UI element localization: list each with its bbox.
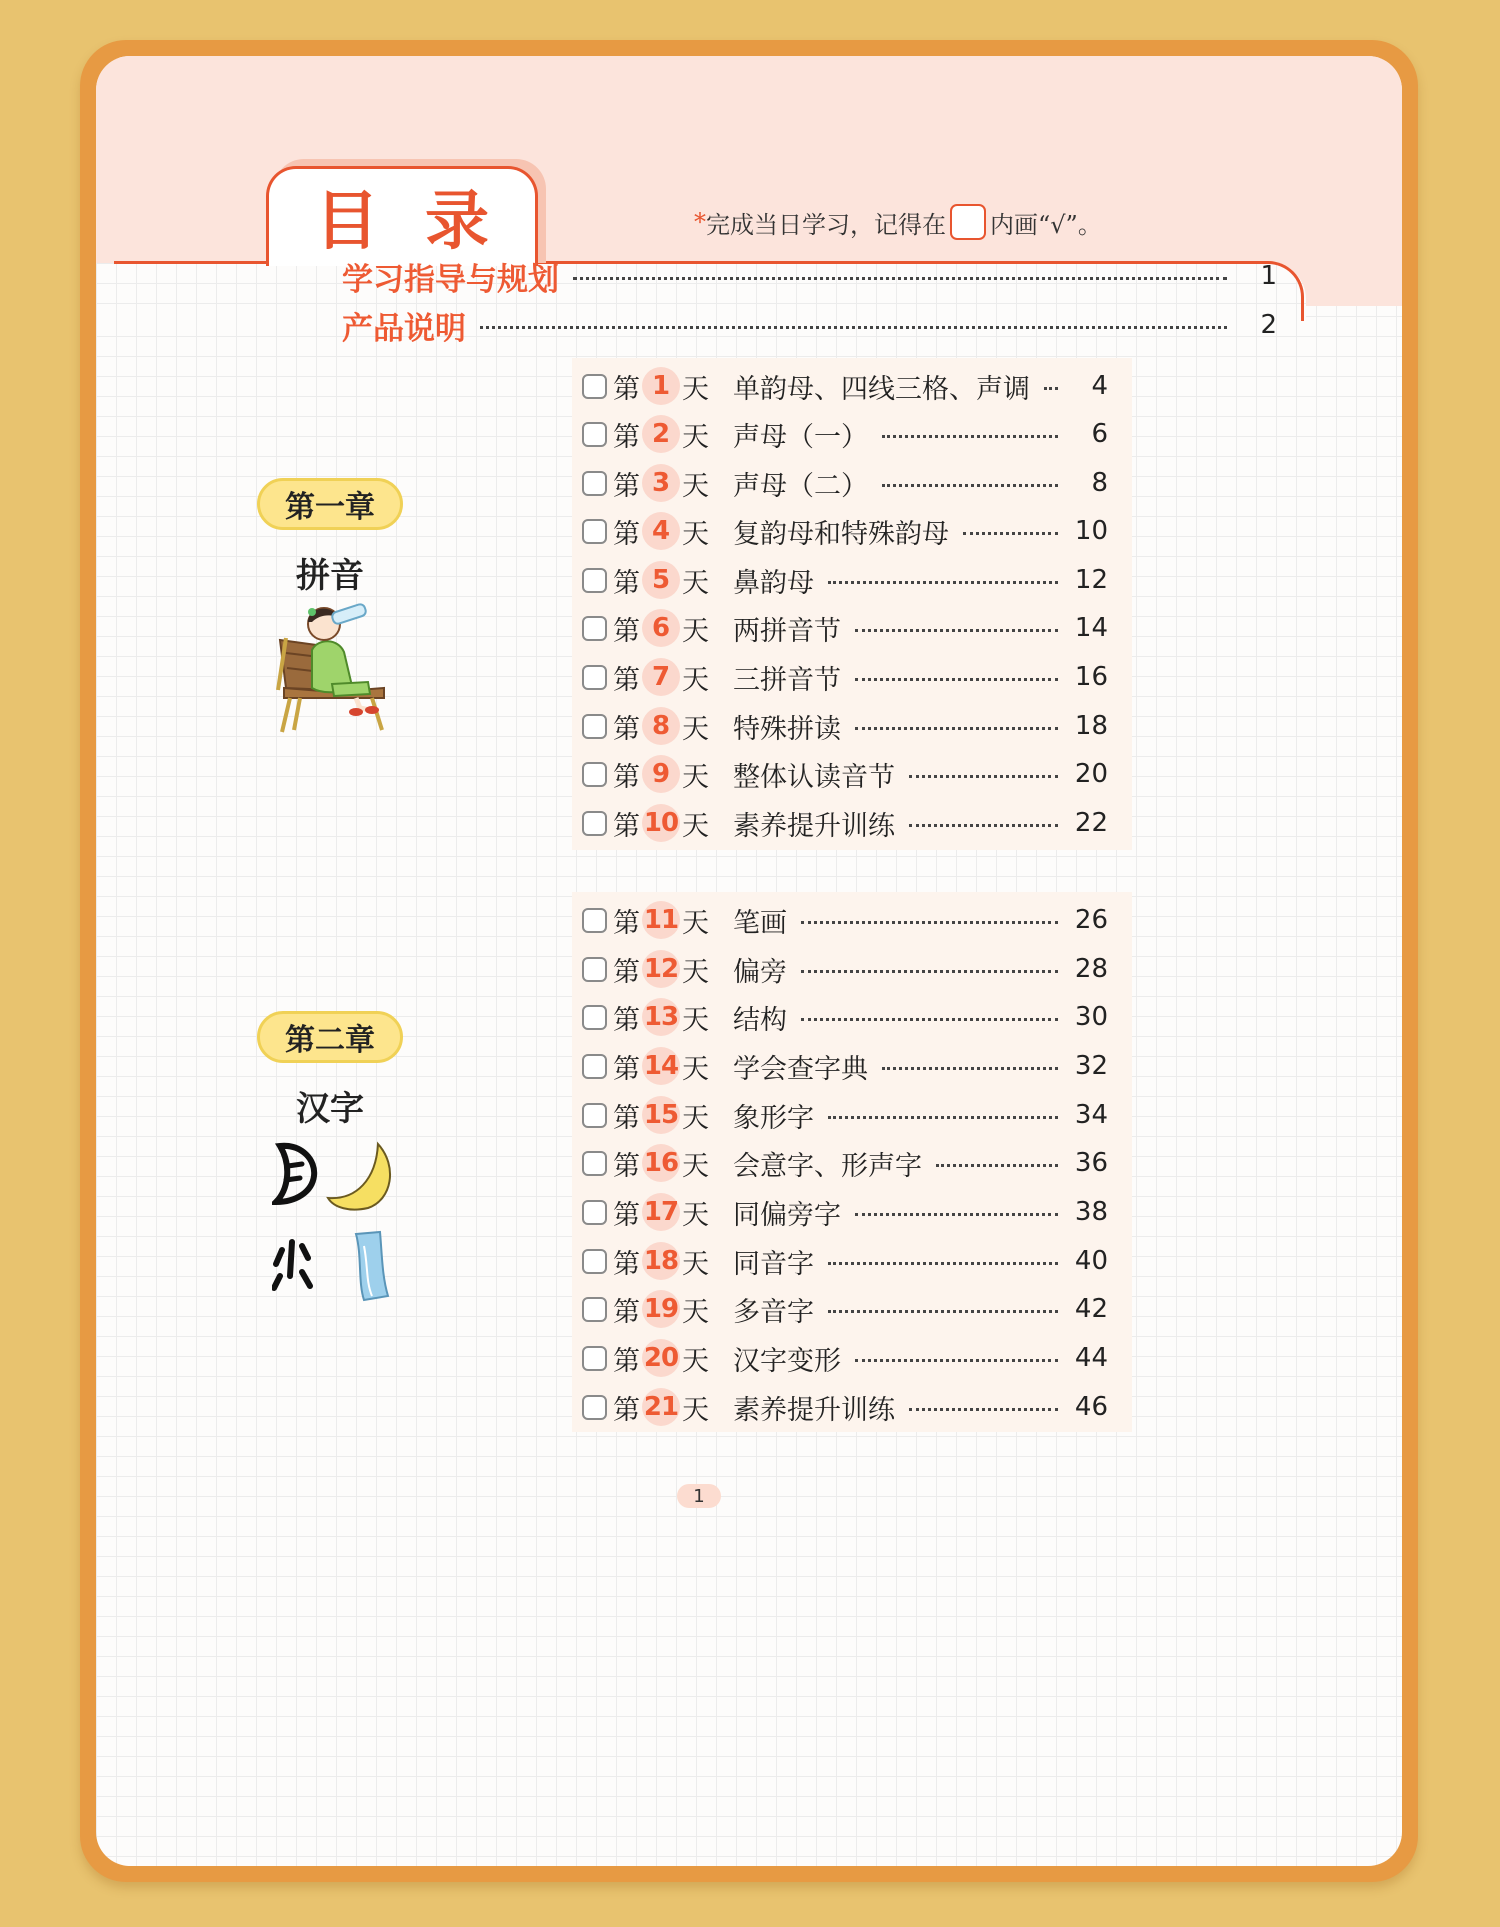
day-suffix: 天 xyxy=(682,907,709,939)
dotted-leader xyxy=(828,581,1058,584)
toc-entry-label: 产品说明 xyxy=(342,310,466,347)
dotted-leader xyxy=(855,629,1058,632)
day-topic[interactable]: 声母（一） xyxy=(733,421,868,453)
day-prefix: 第 xyxy=(613,518,640,550)
day-prefix: 第 xyxy=(613,1248,640,1280)
day-row xyxy=(582,653,1108,701)
day-checkbox[interactable] xyxy=(582,1395,607,1420)
day-page-number: 46 xyxy=(1074,1392,1108,1422)
day-checkbox[interactable] xyxy=(582,374,607,399)
checkbox-sample-icon xyxy=(950,204,986,240)
day-topic[interactable]: 同音字 xyxy=(733,1248,814,1280)
day-number-badge: 8 xyxy=(642,707,680,745)
day-prefix: 第 xyxy=(613,1345,640,1377)
day-number-badge: 6 xyxy=(642,609,680,647)
day-row xyxy=(582,1139,1108,1187)
day-prefix: 第 xyxy=(613,421,640,453)
day-number-badge: 2 xyxy=(642,415,680,453)
day-topic[interactable]: 同偏旁字 xyxy=(733,1199,841,1231)
day-topic[interactable]: 整体认读音节 xyxy=(733,761,895,793)
day-prefix: 第 xyxy=(613,761,640,793)
dotted-leader xyxy=(828,1262,1058,1265)
chapter-2-badge: 第二章 xyxy=(257,1011,403,1063)
day-prefix: 第 xyxy=(613,956,640,988)
day-checkbox[interactable] xyxy=(582,714,607,739)
footer-page-number: 1 xyxy=(677,1484,721,1508)
day-prefix: 第 xyxy=(613,664,640,696)
day-checkbox[interactable] xyxy=(582,1346,607,1371)
dotted-leader xyxy=(909,824,1058,827)
day-suffix: 天 xyxy=(682,1345,709,1377)
day-number-badge: 1 xyxy=(642,367,680,405)
dotted-leader xyxy=(882,435,1058,438)
day-topic[interactable]: 多音字 xyxy=(733,1296,814,1328)
day-suffix: 天 xyxy=(682,421,709,453)
dotted-leader xyxy=(855,727,1058,730)
day-page-number: 32 xyxy=(1074,1051,1108,1081)
day-checkbox[interactable] xyxy=(582,1054,607,1079)
day-number-badge: 12 xyxy=(642,950,680,988)
day-page-number: 28 xyxy=(1074,954,1108,984)
day-checkbox[interactable] xyxy=(582,1297,607,1322)
day-row xyxy=(582,1383,1108,1431)
day-topic[interactable]: 两拼音节 xyxy=(733,615,841,647)
day-topic[interactable]: 学会查字典 xyxy=(733,1053,868,1085)
day-checkbox[interactable] xyxy=(582,762,607,787)
day-suffix: 天 xyxy=(682,1102,709,1134)
dotted-leader xyxy=(801,970,1058,973)
day-row xyxy=(582,362,1108,410)
day-prefix: 第 xyxy=(613,1150,640,1182)
day-page-number: 44 xyxy=(1074,1343,1108,1373)
day-prefix: 第 xyxy=(613,567,640,599)
page-title: 目录 xyxy=(315,185,535,259)
day-number-badge: 20 xyxy=(642,1339,680,1377)
day-number-badge: 5 xyxy=(642,561,680,599)
day-row xyxy=(582,1188,1108,1236)
day-prefix: 第 xyxy=(613,1199,640,1231)
day-number-badge: 21 xyxy=(642,1388,680,1426)
day-topic[interactable]: 汉字变形 xyxy=(733,1345,841,1377)
dotted-leader xyxy=(1044,387,1058,390)
day-topic[interactable]: 笔画 xyxy=(733,907,787,939)
day-number-badge: 19 xyxy=(642,1290,680,1328)
instruction-star: * xyxy=(694,208,706,236)
day-row xyxy=(582,410,1108,458)
day-suffix: 天 xyxy=(682,373,709,405)
day-checkbox[interactable] xyxy=(582,422,607,447)
dotted-leader xyxy=(882,1067,1058,1070)
dotted-leader xyxy=(573,277,1227,280)
day-suffix: 天 xyxy=(682,1394,709,1426)
day-prefix: 第 xyxy=(613,373,640,405)
day-page-number: 8 xyxy=(1091,468,1108,498)
day-row xyxy=(582,702,1108,750)
girl-on-bench-illustration xyxy=(272,598,396,734)
day-number-badge: 15 xyxy=(642,1096,680,1134)
day-prefix: 第 xyxy=(613,1394,640,1426)
day-prefix: 第 xyxy=(613,713,640,745)
day-page-number: 26 xyxy=(1074,905,1108,935)
instruction-text-before: 完成当日学习，记得在 xyxy=(706,210,946,239)
day-suffix: 天 xyxy=(682,567,709,599)
day-topic[interactable]: 素养提升训练 xyxy=(733,810,895,842)
day-checkbox[interactable] xyxy=(582,1005,607,1030)
contents-page xyxy=(96,56,1402,1866)
day-topic[interactable]: 单韵母、四线三格、声调 xyxy=(733,373,1030,405)
day-row xyxy=(582,993,1108,1041)
day-checkbox[interactable] xyxy=(582,519,607,544)
day-page-number: 40 xyxy=(1074,1246,1108,1276)
chapter-2-name: 汉字 xyxy=(296,1089,364,1129)
day-row xyxy=(582,945,1108,993)
day-page-number: 38 xyxy=(1074,1197,1108,1227)
toc-entry-guide[interactable] xyxy=(342,254,1277,298)
dotted-leader xyxy=(963,532,1058,535)
day-number-badge: 9 xyxy=(642,755,680,793)
day-number-badge: 7 xyxy=(642,658,680,696)
dotted-leader xyxy=(828,1310,1058,1313)
day-prefix: 第 xyxy=(613,1053,640,1085)
day-topic[interactable]: 结构 xyxy=(733,1004,787,1036)
day-topic[interactable]: 会意字、形声字 xyxy=(733,1150,922,1182)
day-page-number: 30 xyxy=(1074,1002,1108,1032)
day-page-number: 36 xyxy=(1074,1148,1108,1178)
day-topic[interactable]: 特殊拼读 xyxy=(733,713,841,745)
day-prefix: 第 xyxy=(613,907,640,939)
dotted-leader xyxy=(936,1164,1058,1167)
day-page-number: 12 xyxy=(1074,565,1108,595)
day-prefix: 第 xyxy=(613,810,640,842)
dotted-leader xyxy=(855,1213,1058,1216)
day-page-number: 34 xyxy=(1074,1100,1108,1130)
day-checkbox[interactable] xyxy=(582,1200,607,1225)
day-row xyxy=(582,556,1108,604)
chapter-1-name: 拼音 xyxy=(296,556,364,596)
day-row xyxy=(582,1285,1108,1333)
dotted-leader xyxy=(909,1408,1058,1411)
day-row xyxy=(582,507,1108,555)
day-page-number: 42 xyxy=(1074,1294,1108,1324)
day-checkbox[interactable] xyxy=(582,1103,607,1128)
day-topic[interactable]: 素养提升训练 xyxy=(733,1394,895,1426)
day-suffix: 天 xyxy=(682,713,709,745)
day-number-badge: 11 xyxy=(642,901,680,939)
day-topic[interactable]: 偏旁 xyxy=(733,956,787,988)
dotted-leader xyxy=(480,326,1227,329)
day-row xyxy=(582,896,1108,944)
toc-page-number: 2 xyxy=(1260,310,1277,340)
day-suffix: 天 xyxy=(682,1296,709,1328)
day-topic[interactable]: 声母（二） xyxy=(733,470,868,502)
day-checkbox[interactable] xyxy=(582,471,607,496)
day-suffix: 天 xyxy=(682,1004,709,1036)
day-prefix: 第 xyxy=(613,1296,640,1328)
day-suffix: 天 xyxy=(682,1053,709,1085)
day-topic[interactable]: 鼻韵母 xyxy=(733,567,814,599)
chapter-1-badge: 第一章 xyxy=(257,478,403,530)
dotted-leader xyxy=(801,921,1058,924)
day-page-number: 22 xyxy=(1074,808,1108,838)
day-number-badge: 14 xyxy=(642,1047,680,1085)
day-number-badge: 13 xyxy=(642,998,680,1036)
day-row xyxy=(582,1091,1108,1139)
day-prefix: 第 xyxy=(613,615,640,647)
day-checkbox[interactable] xyxy=(582,1249,607,1274)
dotted-leader xyxy=(801,1018,1058,1021)
day-checkbox[interactable] xyxy=(582,665,607,690)
day-number-badge: 4 xyxy=(642,512,680,550)
day-page-number: 20 xyxy=(1074,759,1108,789)
day-checkbox[interactable] xyxy=(582,568,607,593)
day-prefix: 第 xyxy=(613,470,640,502)
day-suffix: 天 xyxy=(682,1150,709,1182)
day-suffix: 天 xyxy=(682,1199,709,1231)
day-number-badge: 17 xyxy=(642,1193,680,1231)
dotted-leader xyxy=(882,484,1058,487)
dotted-leader xyxy=(855,1359,1058,1362)
day-number-badge: 10 xyxy=(642,804,680,842)
toc-entry-product-info[interactable] xyxy=(342,303,1277,347)
day-checkbox[interactable] xyxy=(582,957,607,982)
day-suffix: 天 xyxy=(682,664,709,696)
day-row xyxy=(582,750,1108,798)
day-checkbox[interactable] xyxy=(582,811,607,836)
day-topic[interactable]: 象形字 xyxy=(733,1102,814,1134)
day-suffix: 天 xyxy=(682,956,709,988)
day-page-number: 4 xyxy=(1091,371,1108,401)
day-row xyxy=(582,1237,1108,1285)
day-row xyxy=(582,459,1108,507)
day-checkbox[interactable] xyxy=(582,1151,607,1176)
day-suffix: 天 xyxy=(682,470,709,502)
day-page-number: 14 xyxy=(1074,613,1108,643)
day-row xyxy=(582,1042,1108,1090)
instruction-note xyxy=(694,204,1102,240)
day-suffix: 天 xyxy=(682,1248,709,1280)
day-page-number: 10 xyxy=(1074,516,1108,546)
day-topic[interactable]: 复韵母和特殊韵母 xyxy=(733,518,949,550)
day-suffix: 天 xyxy=(682,761,709,793)
day-row xyxy=(582,799,1108,847)
day-number-badge: 16 xyxy=(642,1144,680,1182)
day-page-number: 6 xyxy=(1091,419,1108,449)
day-page-number: 18 xyxy=(1074,711,1108,741)
day-prefix: 第 xyxy=(613,1102,640,1134)
day-topic[interactable]: 三拼音节 xyxy=(733,664,841,696)
day-row xyxy=(582,604,1108,652)
day-checkbox[interactable] xyxy=(582,616,607,641)
toc-page-number: 1 xyxy=(1260,261,1277,291)
pictograph-illustration xyxy=(272,1136,402,1306)
day-page-number: 16 xyxy=(1074,662,1108,692)
day-number-badge: 18 xyxy=(642,1242,680,1280)
dotted-leader xyxy=(909,775,1058,778)
instruction-text-after: 内画“√”。 xyxy=(990,210,1102,239)
day-row xyxy=(582,1334,1108,1382)
day-suffix: 天 xyxy=(682,615,709,647)
day-number-badge: 3 xyxy=(642,464,680,502)
dotted-leader xyxy=(855,678,1058,681)
toc-entry-label: 学习指导与规划 xyxy=(342,261,559,298)
day-prefix: 第 xyxy=(613,1004,640,1036)
day-suffix: 天 xyxy=(682,810,709,842)
dotted-leader xyxy=(828,1116,1058,1119)
day-checkbox[interactable] xyxy=(582,908,607,933)
day-suffix: 天 xyxy=(682,518,709,550)
